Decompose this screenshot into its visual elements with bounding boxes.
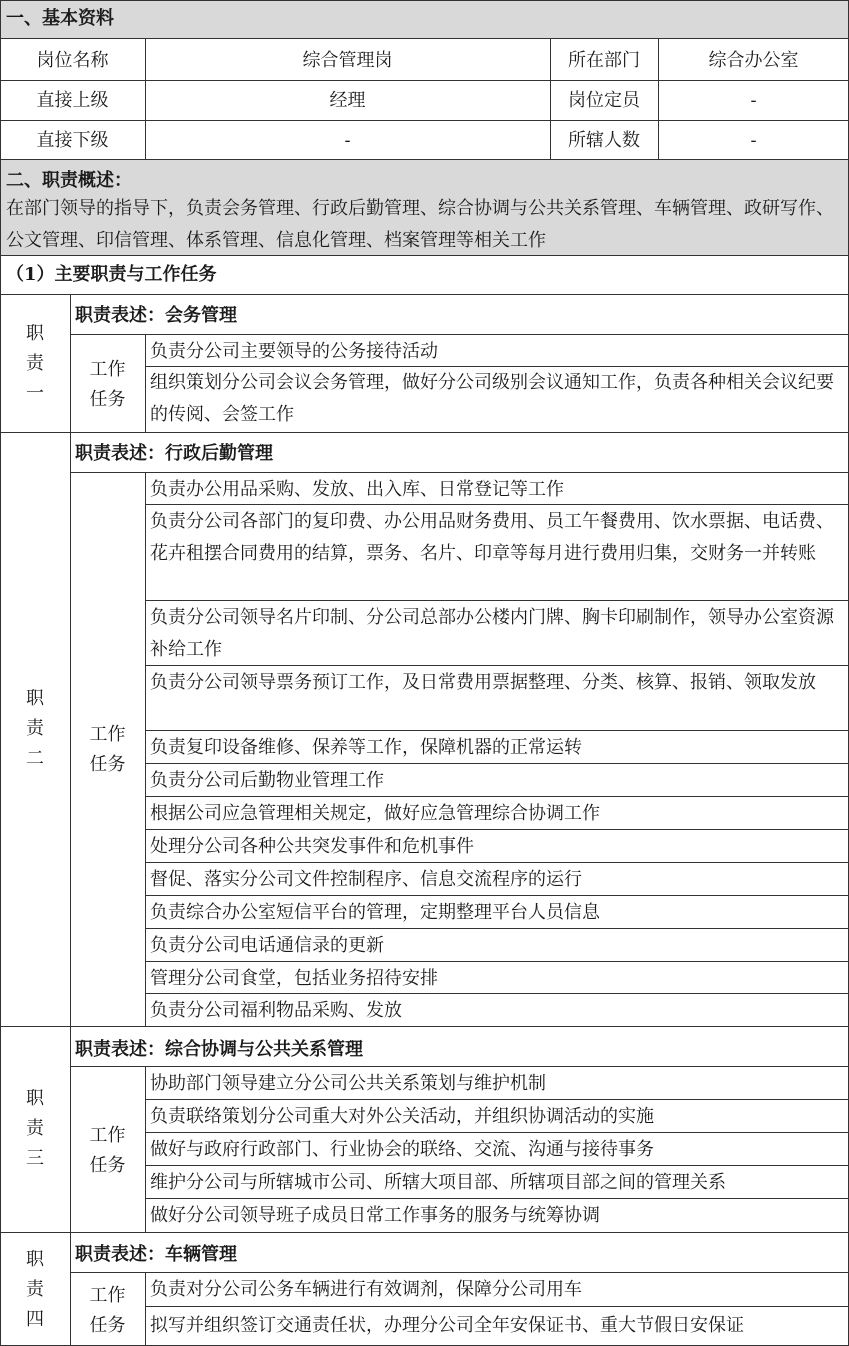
managed-label: 所辖人数 [568,130,640,151]
duty-2-task-2: 负责分公司各部门的复印费、办公用品财务费用、员工午餐费用、饮水票据、电话费、花卉租摆合同费用的结算，票务、名片、印章等每月进行费用归集，交财务一并转账 [150,511,834,564]
hline [145,796,849,797]
subordinate-value: - [344,130,351,151]
hline [0,38,849,39]
duty-4-task-label: 工作 任务 [89,1285,126,1336]
subordinate-label: 直接下级 [36,130,109,151]
hline [145,928,849,929]
managed-value: - [750,130,757,151]
vline [145,1272,146,1346]
hline [0,294,849,295]
duty-2-task-4: 负责分公司领导票务预订工作，及日常费用票据整理、分类、核算、报销、领取发放 [150,672,816,693]
section1-header [0,0,849,38]
hline [0,1026,849,1027]
hline [145,504,849,505]
hline [0,0,849,1]
duty-3-task-2: 负责联络策划分公司重大对外公关活动，并组织协调活动的实施 [150,1106,654,1127]
duty-3-task-5: 做好分公司领导班子成员日常工作事务的服务与统筹协调 [150,1205,600,1226]
hline [70,1066,849,1067]
duty-2-task-3: 负责分公司领导名片印制、分公司总部办公楼内门牌、胸卡印刷制作，领导办公室资源补给工作 [150,607,834,660]
duty-2-task-5: 负责复印设备维修、保养等工作，保障机器的正常运转 [150,737,582,758]
hline [145,665,849,666]
duty-2-task-7: 根据公司应急管理相关规定，做好应急管理综合协调工作 [150,803,600,824]
duty-1-task-2: 组织策划分公司会议会务管理，做好分公司级别会议通知工作，负责各种相关会议纪要的传阅、会签工作 [150,372,834,425]
dept-label: 所在部门 [568,50,640,71]
vline [145,38,146,159]
duty-2-label: 职 责 二 [26,688,44,769]
dept-value: 综合办公室 [708,50,799,71]
duty-3-task-1: 协助部门领导建立分公司公共关系策划与维护机制 [150,1073,546,1094]
duty-1-desc: 职责表述：会务管理 [75,305,237,326]
hline [145,1099,849,1100]
duty-3-task-label: 工作 任务 [89,1125,126,1176]
hline [70,472,849,473]
duty-3-label: 职 责 三 [26,1088,44,1169]
hline [0,255,849,256]
duty-3-task-3: 做好与政府行政部门、行业协会的联络、交流、沟通与接待事务 [150,1139,654,1160]
duty-3-task-4: 维护分公司与所辖城市公司、所辖大项目部、所辖项目部之间的管理关系 [150,1172,726,1193]
vline [658,38,659,159]
duty-2-task-11: 负责分公司电话通信录的更新 [150,935,384,956]
main-duties-title: （1）主要职责与工作任务 [6,264,217,285]
vline [145,334,146,432]
duty-4-label: 职 责 四 [26,1249,44,1330]
section1-title: 一、基本资料 [6,8,114,29]
hline [0,159,849,160]
superior-label: 直接上级 [36,90,109,111]
duty-4-task-2: 拟写并组织签订交通责任状，办理分公司全年安保证书、重大节假日安保证 [150,1315,744,1336]
hline [0,120,849,121]
job-name-value: 综合管理岗 [302,50,393,71]
headcount-label: 岗位定员 [568,90,640,111]
duty-2-task-10: 负责综合办公室短信平台的管理，定期整理平台人员信息 [150,902,600,923]
duty-2-task-6: 负责分公司后勤物业管理工作 [150,770,384,791]
hline [0,80,849,81]
duty-2-desc: 职责表述：行政后勤管理 [75,443,273,464]
hline [145,862,849,863]
duty-3-desc: 职责表述：综合协调与公共关系管理 [75,1039,363,1060]
section2-title: 二、职责概述： [6,170,132,191]
duty-4-desc: 职责表述：车辆管理 [75,1244,237,1265]
vline [145,1066,146,1232]
hline [70,1272,849,1273]
hline [145,993,849,994]
section2-summary: 在部门领导的指导下，负责会务管理、行政后勤管理、综合协调与公共关系管理、车辆管理、政研写作、公文管理、印信管理、体系管理、信息化管理、档案管理等相关工作 [6,198,834,251]
duty-2-task-1: 负责办公用品采购、发放、出入库、日常登记等工作 [150,479,564,500]
job-name-label: 岗位名称 [36,50,109,71]
hline [145,829,849,830]
border-left [0,0,1,1346]
hline [0,432,849,433]
duty-1-task-label: 工作 任务 [89,359,126,410]
duty-1-label: 职 责 一 [26,323,44,404]
duty-2-task-8: 处理分公司各种公共突发事件和危机事件 [150,836,474,857]
superior-value: 经理 [329,90,366,111]
hline [145,1132,849,1133]
hline [0,1232,849,1233]
vline [70,294,71,1346]
hline [145,895,849,896]
hline [145,763,849,764]
vline [550,38,551,159]
hline [70,334,849,335]
hline [145,366,849,367]
hline [145,730,849,731]
duty-2-task-13: 负责分公司福利物品采购、发放 [150,1000,402,1021]
vline [145,472,146,1026]
hline [145,961,849,962]
duty-2-task-9: 督促、落实分公司文件控制程序、信息交流程序的运行 [150,869,582,890]
hline [145,1165,849,1166]
hline [145,1198,849,1199]
duty-2-task-12: 管理分公司食堂，包括业务招待安排 [150,968,438,989]
duty-2-task-label: 工作 任务 [89,724,126,775]
duty-1-task-1: 负责分公司主要领导的公务接待活动 [150,341,438,362]
hline [145,600,849,601]
duty-4-task-1: 负责对分公司公务车辆进行有效调剂，保障分公司用车 [150,1279,582,1300]
hline [145,1306,849,1307]
headcount-value: - [750,90,757,111]
